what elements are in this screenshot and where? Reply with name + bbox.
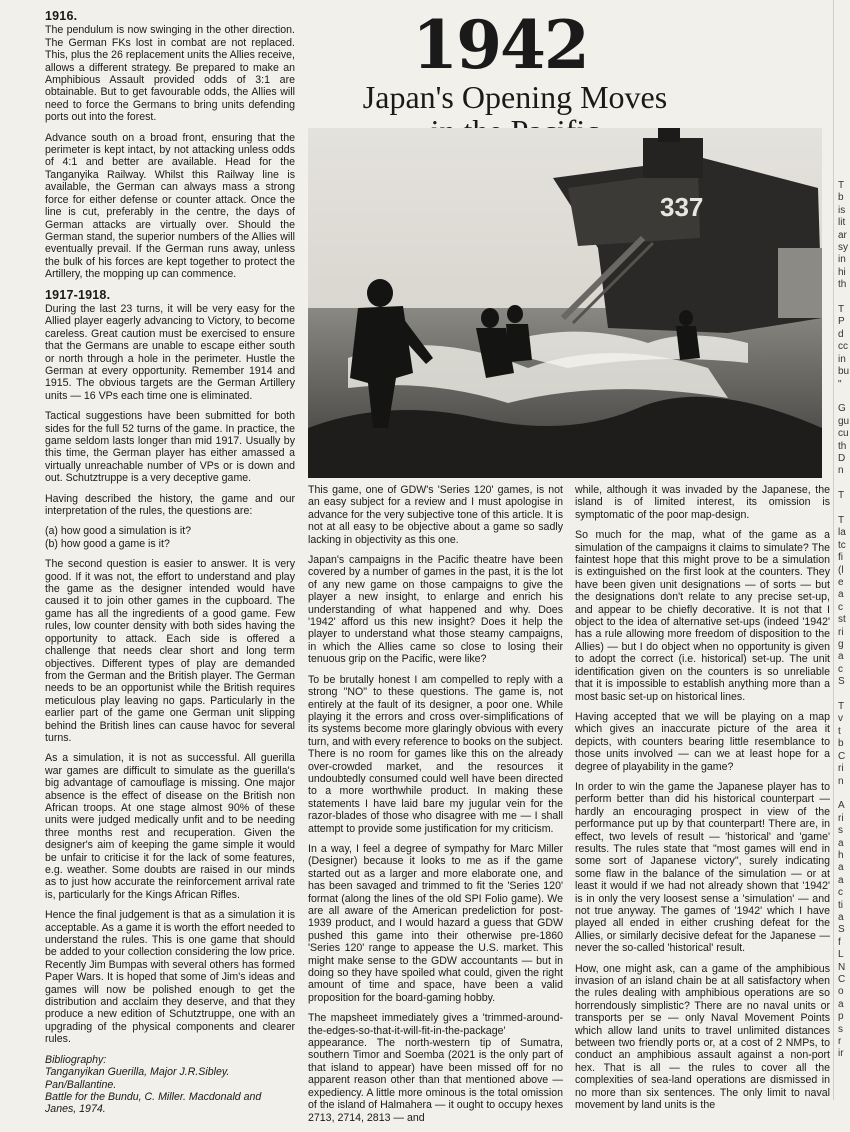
edge-fragment: ri [838,626,844,638]
edge-fragment: T [838,701,845,713]
bibliography [45,1054,295,1116]
edge-fragment: C [838,750,846,762]
middle-column [308,484,563,1132]
edge-fragment: n [838,775,844,787]
edge-fragment: S [838,924,845,936]
edge-fragment: th [838,279,847,291]
edge-fragment: t [838,725,841,737]
paragraph: In order to win the game the Japanese player has to perform better than did his historical counterpart — hardly an encouraging prospect in view of the performance put up by that counterpart! There are, in effect, two levels of result — 'historical' and 'game' results. The rules state that "most games will end in some sort of Japanese victory", surely indicating some flaw in the balance of the simulation — or at least it would if we had not already shown that '1942' is in only the very loosest sense a 'simulation' — and not true anyway. The games of '1942' which I have played all ended in either crushing defeat for the Allies, or similarly decisive defeat for the Japanese — never the so-called 'historical' result. [575,780,830,955]
left-column [45,10,295,1116]
edge-fragment: g [838,639,844,651]
edge-fragment: A [838,800,845,812]
edge-fragment: la [838,527,846,539]
edge-fragment [838,391,850,403]
edge-fragment: a [838,589,844,601]
paragraph: The second question is easier to answer. It is very good. If it was not, the effort to understand and play the game as the designer intended would have caused it to join other games in the cupboard. The game has all the ingredients of a good game. Few rules, low counter density with both sides having the opportunity to attack. Each side is offered a challenge that needs clear short and long term objectives. Different types of play are demanded from the German and the British player. The German needs to be an opportunist while the British requires meticulous play leaving no gaps. Particularly in the earlier part of the game one German unit slipping behind the British lines can cause havoc for several turns. [45,558,295,744]
edge-fragment: C [838,974,846,985]
landing-craft-photo [308,128,822,478]
edge-fragment: s [838,825,843,837]
bibliography-line: Janes, 1974. [45,1103,106,1116]
edge-fragment [838,292,850,304]
edge-fragment: c [838,601,843,613]
edge-fragment: ar [838,229,847,241]
edge-fragment: a [838,998,844,1010]
edge-fragment: ir [838,1048,844,1060]
title-year: 1942 [412,6,588,84]
edge-fragment: n [838,465,844,477]
edge-fragment: tc [838,539,846,551]
paragraph: As a simulation, it is not as successful. All guerilla war games are difficult to simulate as the guerilla's big advantage of camouflage is missing. One major absence is the effect of disease on the British non African troops. At one stage almost 90% of these units were judged medically unfit and to be needing three months rest and recuperation. Given the designer's aim of keeping the game simple it would be unfair to criticise it for the lack of some features, e.g. weather. Some doubts are raised in our minds as to just how accurate the reinforcement arrival rate is, particularly for the Kings African Rifles. [45,752,295,901]
bibliography-line: Battle for the Bundu, C. Miller. Macdonald and [45,1090,262,1103]
edge-fragment: b [838,738,844,750]
edge-fragment: N [838,961,846,973]
paragraph: Tactical suggestions have been submitted for both sides for the full 52 turns of the game. In practice, the game seldom lasts longer than mid 1917. Usually by this time, the German player has either amassed a virtually unreachable number of VPs or is down and out. Schutztruppe is a very deceptive game. [45,410,295,485]
edge-fragment: (l [838,564,844,576]
edge-fragment: D [838,452,846,464]
edge-fragment: th [838,440,847,452]
page-gutter [833,0,834,1100]
edge-fragment: a [838,862,844,874]
bibliography-line: Pan/Ballantine. [45,1078,117,1091]
section-heading-1916: 1916. [45,9,78,23]
paragraph: Having described the history, the game and our interpretation of the rules, the questions are: [45,492,295,518]
photo-illustration [308,128,822,478]
edge-fragment: ti [838,899,843,911]
edge-fragment: d [838,328,844,340]
hull-number: 337 [660,192,704,222]
edge-fragment: is [838,204,846,216]
edge-fragment: T [838,490,845,502]
edge-fragment: gu [838,415,850,427]
paragraph: In a way, I feel a degree of sympathy for Marc Miller (Designer) because it looks to me as if the game started out as a larger and more elaborate one, and has been savaged and trimmed to fit the 'Series 120' format (along the lines of the old SPI Folio game). We are all aware of the American predeliction for post-1939 product, and I would hazard a guess that GDW pushed this game into their otherwise pre-1860 'Series 120' range to appease the U.S. market. This might make sense to the GDW accountants — but in doing so they have spoiled what could, given the right amount of time and space, have been a valid proposition for the board-gaming hobby. [308,842,563,1004]
edge-fragment: ri [838,763,844,775]
edge-fragment: in [838,353,846,365]
edge-fragment: T [838,304,845,316]
edge-fragment: hi [838,266,846,278]
edge-fragment: ri [838,812,844,824]
bibliography-line: Bibliography: [45,1053,107,1066]
edge-fragment: cu [838,428,849,440]
edge-fragment: sy [838,242,848,254]
paragraph: while, although it was invaded by the Japanese, the island is of limited interest, its omission is symptomatic of the poor map-design. [575,484,830,521]
right-column [575,484,830,1120]
paragraph: Japan's campaigns in the Pacific theatre have been covered by a number of games in the past, it is the lot of any new game on those campaigns to give the player a new insight, to enlarge and enrich his understanding of what happened and why. Does '1942' afford us this new insight? Does it help the player to understand what those steamy campaigns, in which the Allies came so close to losing their tenuous grip on the Pacific, were like? [308,554,563,666]
edge-fragment [838,788,850,800]
question-item: (b) how good a game is it? [45,537,170,550]
paragraph: During the last 23 turns, it will be very easy for the Allied player eagerly advancing to Victory, to become careless. Great caution must be exercised to ensure that the Germans are unable to escape either south or north through a hole in the perimeter. Hustle the German at every opportunity. Remember 1914 and 1915. The obvious targets are the German Artillery units — 16 VPs each time one is eliminated. [45,302,295,402]
paragraph: The mapsheet immediately gives a 'trimmed-around-the-edges-so-that-it-will-fit-in-the-package' appearance. The north-western tip of Sumatra, southern Timor and Soemba (2021 is the only part of that island to appear) have been missed off for no apparent reason other than that mentioned above — expediency. A little more ominous is the total omission of the island of Halmahera — it ought to occupy hexes 2713, 2714, 2813 — and [308,1012,563,1124]
edge-fragment: c [838,663,843,675]
edge-fragment: " [838,378,842,390]
edge-fragment: r [838,1036,842,1048]
edge-fragment: cc [838,341,848,353]
edge-fragment: T [838,180,845,191]
paragraph: How, one might ask, can a game of the amphibious invasion of an island chain be at all satisfactory when the rules dealing with amphibious operations are so horrendously simplistic? There are no naval units or transports per se — only Naval Movement Points which allow land units to travel unlimited distances between two friendly ports or, at a cost of 2 NMPs, to conduct an amphibious assault against a non-port hex. That is all — the rules to cover all the complexities of sea-land operations are dismissed in no more than six sentences. The only limit to naval movement by land units is the [575,962,830,1112]
edge-fragment: L [838,949,844,961]
edge-fragment: b [838,192,844,204]
edge-fragment: a [838,651,844,663]
edge-fragment: S [838,676,845,688]
edge-fragment: v [838,713,843,725]
edge-fragment: P [838,316,845,328]
edge-fragment: s [838,1023,843,1035]
edge-fragment: lit [838,217,846,229]
paragraph: Advance south on a broad front, ensuring that the perimeter is kept intact, by not attacking unless odds of 4:1 and better are available. Head for the Tanganyika Railway. Whilst this Railway line is available, the German can always mass a strong force for either defense or counter attack. Once the line is cut, preferably in the centre, the days of German attacks are virtually over. Should the German stand, the superior numbers of the Allies will eventually prevail. If the German runs away, unless the bulk of his forces are kept together to protect the Artillery, the mopping up can commence. [45,131,295,281]
edge-fragment: e [838,577,844,588]
edge-fragment [838,689,850,701]
edge-fragment: h [838,849,844,861]
bibliography-line: Tanganyikan Guerilla, Major J.R.Sibley. [45,1066,230,1079]
edge-fragment: c [838,887,843,899]
paragraph: The pendulum is now swinging in the other direction. The German FKs lost in combat are not replaced. This, plus the 26 replacement units the Allies receive, allows a different strategy. Be prepared to make an Amphibious Assault provided odds of 3:1 are obtainable. But to get favourable odds, the Allies will need to force the Germans to bring units defending ports out into the forest. [45,24,295,124]
edge-fragment: in [838,254,846,266]
next-page-edge-column [838,180,850,1100]
paragraph: Having accepted that we will be playing on a map which gives an inaccurate picture of the area it depicts, with counters bearing little resemblance to those units involved — can we at least hope for a degree of playability in the game? [575,710,830,773]
edge-fragment: a [838,911,844,923]
question-list [45,525,295,550]
edge-fragment: st [838,614,846,626]
edge-fragment [838,478,850,490]
edge-fragment: bu [838,366,850,378]
edge-fragment: p [838,1011,844,1023]
edge-fragment: a [838,874,844,886]
edge-fragment: G [838,403,846,415]
paragraph: So much for the map, what of the game as a simulation of the campaigns it claims to simulate? The faintest hope that this might prove to be a simulation is extinguished on the first look at the counters. They have been given unit designations — of sorts — but the designations don't relate to any precise set-up, and appear to be chiefly decorative. It is not that I object to the idea of alternative set-ups (indeed '1942' has a rule allowing more freedom of disposition to the Allies) — but I do object when no opportunity is given to adopt the correct (i.e. historical) set-up. The unit identification given on the counters is so unreliable that it is impossible to establish anything more than a most basic set-up on historical lines. [575,529,830,703]
paragraph: This game, one of GDW's 'Series 120' games, is not an easy subject for a review and I must apologise in advance for the very subjective tone of this article. It is not at all easy to be objective about a game so sadly lacking in objectivity as this one. [308,484,563,546]
edge-fragment: a [838,837,844,849]
paragraph: Hence the final judgement is that as a simulation it is acceptable. As a game it is worth the effort needed to understand the rules. This is one game that should be added to your collection considering the low price. Recently Jim Bumpas with several others has formed Paper Wars. It is hoped that some of Jim's ideas and games will now be polished enough to get the distribution and acclaim they deserve, and that they produce a new edition of Schutztruppe, one with an upgrading of the physical components and clearer rules. [45,909,295,1046]
edge-fragment: T [838,514,845,526]
section-heading-1917: 1917-1918. [45,287,111,302]
edge-fragment: o [838,986,844,998]
edge-fragment [838,503,850,515]
question-item: (a) how good a simulation is it? [45,525,192,538]
edge-fragment: f [838,936,841,948]
paragraph: To be brutally honest I am compelled to reply with a strong "NO" to these questions. The game is, not entirely at the fault of its designer, a poor one. While playing it the errors and cross over-simplifications of its systems become more glaringly obvious with every turn, and with every reference to books on the subject. There is no room for games like this on the already over-crowded market, and the resources it undoubtedly consumed could well have been directed to a more worthwhile product. In making these statements I have laid bare my jugular vein for the razor-blades of those who disagree with me — I shall attempt to provide some justification for my criticism. [308,673,563,835]
edge-fragment: fi [838,552,843,564]
title-line: Japan's Opening Moves [362,79,668,115]
